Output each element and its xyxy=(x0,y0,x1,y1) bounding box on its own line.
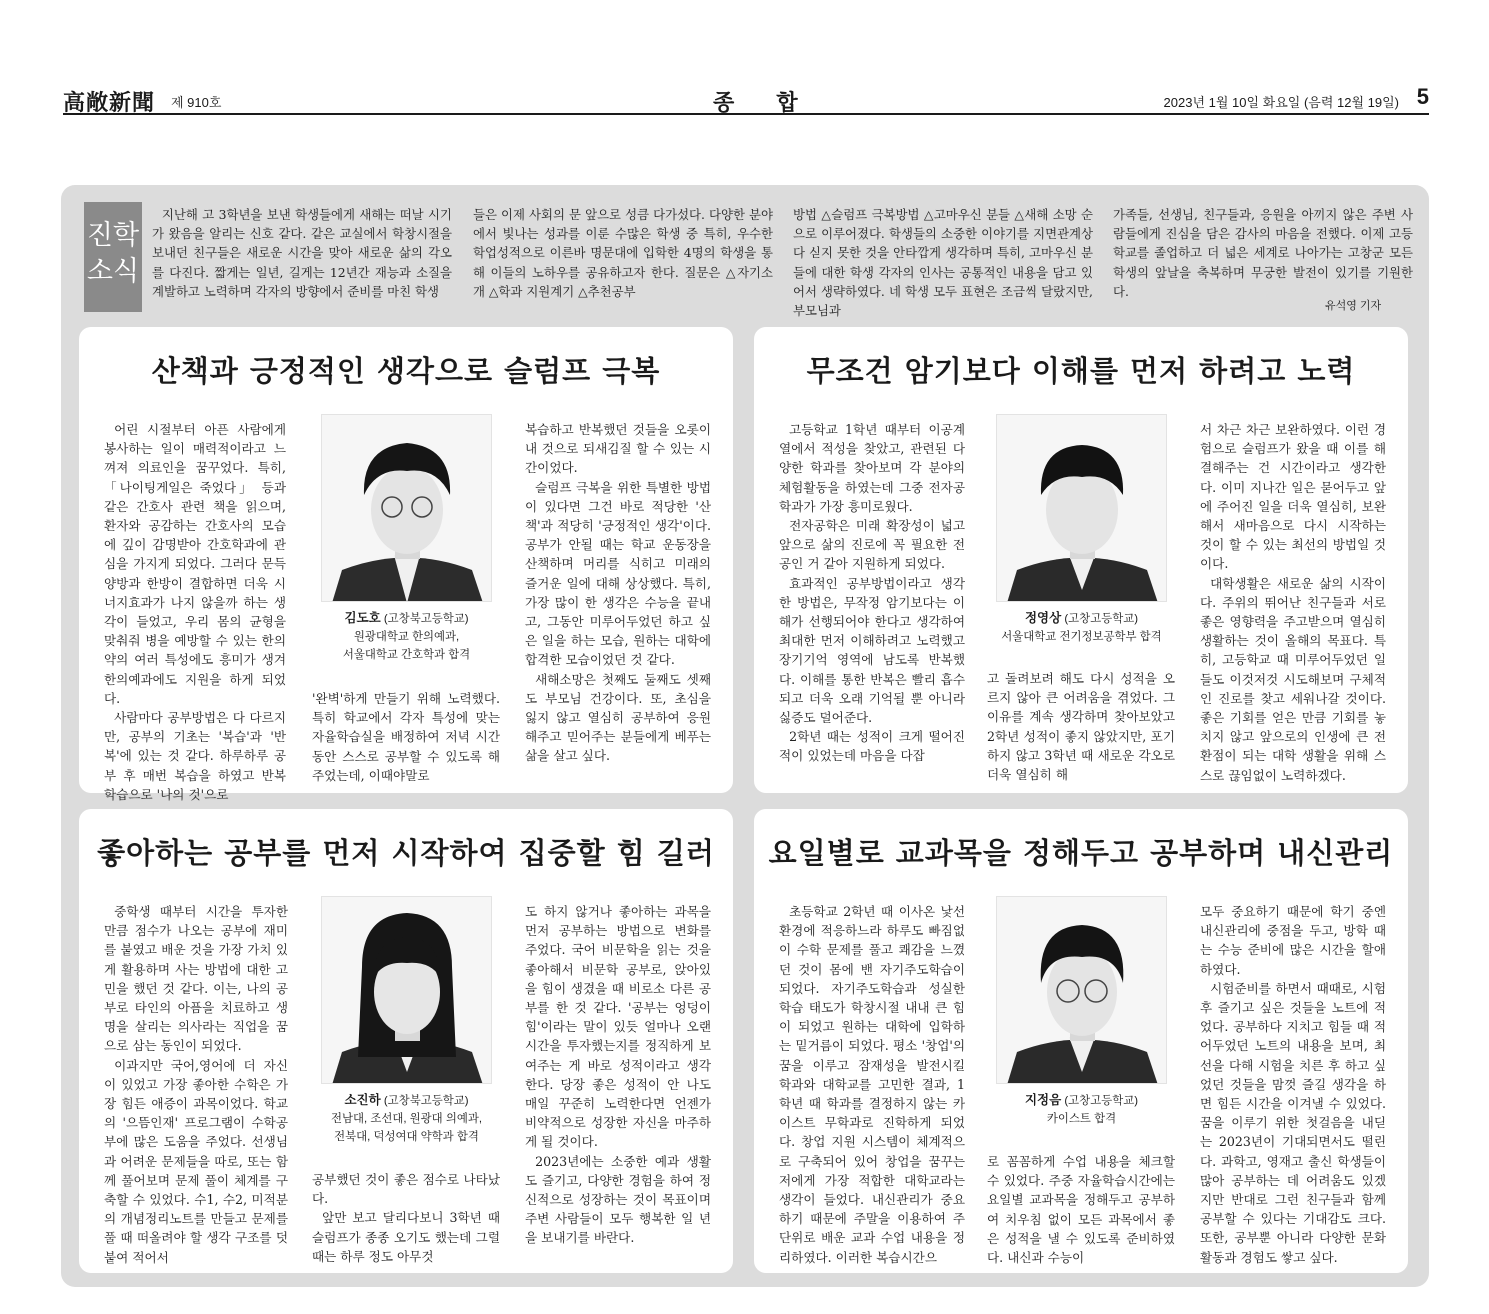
article-column-1 xyxy=(779,902,965,1267)
article-headline: 무조건 암기보다 이해를 먼저 하려고 노력 xyxy=(806,354,1356,388)
portrait-figure xyxy=(997,415,1167,602)
newspaper-logo: 高敞新聞 xyxy=(63,90,156,116)
paragraph: 2023년에는 소중한 예과 생활도 즐기고, 다양한 경험을 하여 정신적으로 성장하는 것이 목표이며 주변 사람들이 모두 행복한 일 년을 보내기를 바란다. xyxy=(525,1153,711,1246)
admission-result: 서울대학교 전기정보공학부 합격 xyxy=(1001,631,1162,643)
student-school: (고창북고등학교) xyxy=(383,613,469,625)
admission-result: 카이스트 합격 xyxy=(1046,1113,1117,1125)
paragraph: 로 꼼꼼하게 수업 내용을 체크할 수 있었다. 주중 자율학습시간에는 요일별 교과목을 정해두고 공부하여 치우침 없이 모든 과목에서 좋은 성적을 낼 수 있도록 준비하였다. 내신과 수능이 xyxy=(987,1154,1175,1266)
intro-column-4: 가족들, 선생님, 친구들과, 응원을 아끼지 않은 주변 사람들에게 진심을 담은 감사의 마음을 전했다. 이제 고등학교를 졸업하고 더 넓은 세계로 나아가는 고창군 모든 학생의 앞날을 축복하며 무궁한 발전이 있기를 기원한다. xyxy=(1113,207,1413,299)
article-so-jinha xyxy=(79,809,733,1273)
paragraph: 사람마다 공부방법은 다 다르지만, 공부의 기초는 '복습'과 '반복'에 있는 것 같다. 하루하루 공부 후 매번 복습을 하였고 반복 학습으로 '나의 것'으로 xyxy=(104,710,286,802)
paragraph: 앞만 보고 달리다보니 3학년 때 슬럼프가 종종 오기도 했는데 그럴 때는 하루 정도 아무것 xyxy=(312,1210,500,1264)
paragraph: '완벽'하게 만들기 위해 노력했다. 특히 학교에서 각자 특성에 맞는 자율학습실을 배정하여 저녁 시간 동안 스스로 공부할 수 있도록 해주었는데, 이때야말로 xyxy=(312,691,500,783)
paragraph: 모두 중요하기 때문에 학기 중엔 내신관리에 중점을 두고, 방학 때는 수능 준비에 많은 시간을 할애하였다. xyxy=(1200,904,1386,977)
article-jeong-yeongsang xyxy=(754,327,1408,793)
article-column-1 xyxy=(104,902,288,1267)
article-column-2 xyxy=(987,669,1175,784)
issue-number: 제 910호 xyxy=(171,95,222,110)
section-tag xyxy=(84,202,142,312)
student-name: 지정음 xyxy=(1024,1093,1062,1107)
article-column-1 xyxy=(779,420,965,766)
paragraph: 도 하지 않거나 좋아하는 과목을 먼저 공부하는 방법으로 변화를 주었다. 국어 비문학을 읽는 것을 좋아해서 비문학 공부로, 앉아있을 힘이 생겼을 때 비로소 다른 공부를 한 것 같다. '공부는 엉덩이 힘'이라는 말이 있듯 얼마나 오랜 시간을 투자했는지를 정직하게 보여주는 게 바로 성적이라고 생각한다. 당장 좋은 성적이 안 나도 매일 꾸준히 노력한다면 언젠가 비약적으로 성장한 자신을 마주하게 될 것이다. xyxy=(525,904,711,1150)
student-school: (고창고등학교) xyxy=(1064,613,1138,625)
admission-result: 전북대, 덕성여대 약학과 합격 xyxy=(334,1131,479,1143)
student-portrait xyxy=(321,896,492,1084)
photo-caption xyxy=(986,609,1177,646)
page-number: 5 xyxy=(1416,84,1429,109)
student-name: 정영상 xyxy=(1024,611,1062,625)
paragraph: 고등학교 1학년 때부터 이공계열에서 적성을 찾았고, 관련된 다양한 학과를 찾아보며 각 분야의 체험활동을 하였는데 그중 전자공학과가 가장 흥미로웠다. xyxy=(779,422,965,514)
article-column-2 xyxy=(312,1170,500,1266)
admission-result: 전남대, 조선대, 원광대 의예과, xyxy=(330,1113,483,1125)
paragraph: 초등학교 2학년 때 이사온 낯선 환경에 적응하느라 하루도 빠짐없이 수학 문제를 풀고 쾌감을 느꼈던 것이 몸에 밴 자기주도학습이 되었다. 자기주도학습과 성실한 학습 태도가 학창시절 내내 큰 힘이 되었고 원하는 대학에 입학하는 밑거름이 되었다. 평소 '창업'의 꿈을 이루고 잠재성을 발전시킬 학과와 대학교를 고민한 결과, 1학년 때 학과를 결정하지 않는 카이스트 무학과로 진학하게 되었다. 창업 지원 시스템이 체계적으로 구축되어 있어 창업을 꿈꾸는 저에게 가장 적합한 대학교라는 생각이 들었다. 내신관리가 중요하기 때문에 주말을 이용하여 주 단위로 배운 교과 수업 내용을 정리하였다. 이러한 복습시간으 xyxy=(779,904,965,1265)
paragraph: 서 차근 차근 보완하였다. 이런 경험으로 슬럼프가 왔을 때 이를 해결해주는 건 시간이라고 생각한다. 이미 지나간 일은 묻어두고 앞에 주어진 일을 더욱 열심히, 보완해서 새마음으로 다시 시작하는 것이 할 수 있는 최선의 방법일 것이다. xyxy=(1200,422,1386,572)
paragraph: 고 돌려보려 해도 다시 성적을 오르지 않아 큰 어려움을 겪었다. 그 이유를 계속 생각하며 찾아보았고 2학년 성적이 좋지 않았지만, 포기하지 않고 3학년 때 새로운 각오로 더욱 열심히 해 xyxy=(987,671,1175,783)
section-tag-line2: 소식 xyxy=(86,256,140,286)
article-kim-doho xyxy=(79,327,733,802)
intro-column-1: 지난해 고 3학년을 보낸 학생들에게 새해는 떠날 시기가 왔음을 알리는 신호 같다. 같은 교실에서 학창시절을 보내던 친구들은 새로운 시간을 맞아 새로운 삶의 각오를 다진다. 짧게는 일년, 길게는 12년간 재능과 소질을 계발하고 노력하며 각자의 방향에서 준비를 마친 학생 xyxy=(152,207,452,299)
paragraph: 효과적인 공부방법이라고 생각한 방법은, 무작정 암기보다는 이해가 선행되어야 한다고 생각하여 최대한 먼저 이해하려고 노력했고 장기기억 영역에 남도록 반복했다. 이해를 통한 반복은 빨리 흡수되고 더욱 오래 기억될 뿐 아니라 싫증도 덜어준다. xyxy=(779,575,965,726)
intro-column-2: 들은 이제 사회의 문 앞으로 성큼 다가섰다. 다양한 분야에서 빛나는 성과를 이룬 수많은 학생 중 특히, 우수한 학업성적으로 이른바 명문대에 입학한 4명의 학생을 통해 이들의 노하우를 공유하고자 한다. 질문은 △자기소개 △학과 지원계기 △추천공부 xyxy=(473,207,773,299)
paragraph: 공부했던 것이 좋은 점수로 나타났다. xyxy=(312,1172,500,1207)
paragraph: 시험준비를 하면서 때때로, 시험 후 즐기고 싶은 것들을 노트에 적었다. 공부하다 지치고 힘들 때 적어두었던 노트의 내용을 보며, 최선을 다해 시험을 치른 후 하고 싶었던 것들을 맘껏 즐길 생각을 하면 힘든 시간을 이겨낼 수 있었다. 꿈을 이루기 위한 첫걸음을 내딛는 2023년이 기대되면서도 떨린다. 과학고, 영재고 출신 학생들이 많아 공부하는 데 어려움도 있겠지만 반대로 그런 친구들과 함께 공부할 수 있다는 기대감도 크다. 또한, 공부뿐 아니라 다양한 문화활동과 경험도 쌓고 싶다. xyxy=(1200,980,1386,1265)
admission-result: 서울대학교 간호학과 합격 xyxy=(342,649,471,661)
paragraph: 복습하고 반복했던 것들을 오롯이 내 것으로 되새김질 할 수 있는 시간이었다. xyxy=(525,422,711,476)
student-name: 김도호 xyxy=(344,611,381,625)
section-title: 종 합 xyxy=(713,90,816,115)
photo-caption xyxy=(311,609,502,664)
photo-caption xyxy=(986,1091,1177,1128)
article-column-3 xyxy=(1200,420,1386,785)
article-column-2 xyxy=(312,689,500,785)
article-headline: 산책과 긍정적인 생각으로 슬럼프 극복 xyxy=(151,354,661,388)
paragraph: 중학생 때부터 시간을 투자한 만큼 점수가 나오는 공부에 재미를 붙였고 배운 것을 가장 가치 있게 활용하며 사는 방법에 대한 고민을 했던 것 같다. 이는, 나의 공부로 타인의 아픔을 치료하고 생명을 살리는 의사라는 직업을 꿈으로 삼는 동인이 되었다. xyxy=(104,904,288,1054)
masthead xyxy=(63,86,1429,116)
byline: 유석영 기자 xyxy=(1325,300,1382,312)
portrait-figure xyxy=(322,897,492,1084)
section-tag-line1: 진학 xyxy=(86,220,140,250)
student-portrait xyxy=(996,414,1167,602)
article-headline: 요일별로 교과목을 정해두고 공부하며 내신관리 xyxy=(768,836,1394,870)
masthead-rule xyxy=(63,113,1429,115)
student-school: (고창고등학교) xyxy=(1064,1095,1138,1107)
portrait-figure xyxy=(322,415,492,602)
paragraph: 2학년 때는 성적이 크게 떨어진 적이 있었는데 마음을 다잡 xyxy=(779,729,965,764)
student-portrait xyxy=(996,896,1167,1084)
paragraph: 어린 시절부터 아픈 사람에게 봉사하는 일이 매력적이라고 느껴져 의료인을 꿈꾸었다. 특히, 「나이팅게일은 죽었다」 등과 같은 간호사 관련 책을 읽으며, 환자와 공감하는 간호사의 모습에 깊이 감명받아 간호학과에 관심을 가지게 되었다. 그러다 문득 양방과 한방이 결합하면 더욱 시너지효과가 나지 않을까 하는 생각이 들었고, 우리 몸의 균형을 맞춰줘 병을 예방할 수 있는 한의약의 여러 특성에도 흥미가 생겨 한의예과에도 지원을 하게 되었다. xyxy=(104,422,286,706)
article-column-1 xyxy=(104,420,286,804)
student-name: 소진하 xyxy=(344,1093,381,1107)
intro-column-3: 방법 △슬럼프 극복방법 △고마우신 분들 △새해 소망 순으로 이루어졌다. 학생들의 소중한 이야기를 지면관계상 다 싣지 못한 것을 안타깝게 생각하며 특히, 고마우신 분들에 대한 학생 각자의 인사는 공통적인 내용을 담고 있어서 생략하였다. 네 학생 모두 표현은 조금씩 달랐지만, 부모님과 xyxy=(793,207,1093,319)
paragraph: 슬럼프 극복을 위한 특별한 방법이 있다면 그건 바로 적당한 '산책'과 적당히 '긍정적인 생각'이다. 공부가 안될 때는 학교 운동장을 산책하며 머리를 식히고 미래의 즐거운 일에 대해 상상했다. 특히, 가장 많이 한 생각은 수능을 끝내고, 그동안 미루어두었던 하고 싶은 일을 하는 모습, 원하는 대학에 합격한 모습이었던 것 같다. xyxy=(525,479,711,668)
publication-date: 2023년 1월 10일 화요일 (음력 12월 19일) xyxy=(1163,95,1399,110)
paragraph: 전자공학은 미래 확장성이 넓고 앞으로 삶의 진로에 꼭 필요한 전공인 거 같아 지원하게 되었다. xyxy=(779,518,965,572)
article-column-3 xyxy=(1200,902,1386,1267)
portrait-figure xyxy=(997,897,1167,1084)
paragraph: 새해소망은 첫째도 둘째도 셋째도 부모님 건강이다. 또, 초심을 잃지 않고 열심히 공부하여 응원해주고 믿어주는 분들에게 베푸는 삶을 살고 싶다. xyxy=(525,671,711,764)
student-school: (고창북고등학교) xyxy=(383,1095,469,1107)
article-ji-jeongeum xyxy=(754,809,1408,1273)
article-column-3 xyxy=(525,902,711,1248)
paragraph: 대학생활은 새로운 삶의 시작이다. 주위의 뛰어난 친구들과 서로 좋은 영향력을 주고받으며 열심히 생활하는 것이 올해의 목표다. 특히, 고등학교 때 미루어두었던 일들도 이것저것 시도해보며 구체적인 진로를 찾고 세워나갈 것이다. 좋은 기회를 얻은 만큼 기회를 놓치지 않고 앞으로의 인생에 큰 전환점이 되는 대학 생활을 위해 스스로 끊임없이 노력하겠다. xyxy=(1200,575,1386,783)
photo-caption xyxy=(311,1091,502,1146)
article-column-2 xyxy=(987,1152,1175,1267)
paragraph: 이과지만 국어,영어에 더 자신이 있었고 가장 좋아한 수학은 가장 힘든 애증이 과목이었다. 학교의 '으뜸인재' 프로그램이 수학공부에 많은 도움을 주었다. 선생님과 어려운 문제들을 따로, 또는 함께 풀어보며 문제 풀이 체계를 구축할 수 있었다. 수1, 수2, 미적분의 개념정리노트를 만들고 문제를 풀 때 떠올려야 할 생각 구조를 덧붙여 적어서 xyxy=(104,1057,288,1265)
article-headline: 좋아하는 공부를 먼저 시작하여 집중할 힘 길러 xyxy=(97,836,715,870)
student-portrait xyxy=(321,414,492,602)
admission-result: 원광대학교 한의예과, xyxy=(353,631,460,643)
article-column-3 xyxy=(525,420,711,766)
